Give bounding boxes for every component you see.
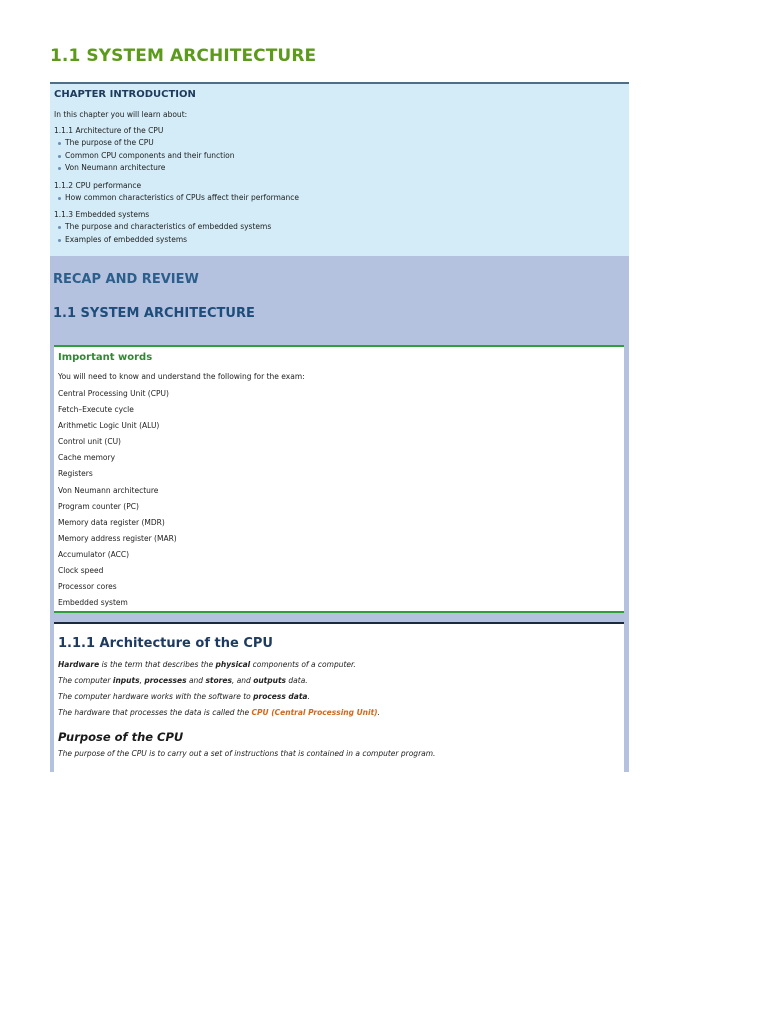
intro-section-cpu-performance	[54, 180, 629, 205]
emphasis-cpu-term: CPU (Central Processing Unit)	[251, 708, 378, 717]
line-text: ,	[139, 676, 145, 685]
line-text: The computer	[58, 676, 113, 685]
line-text: , and	[231, 676, 254, 685]
intro-bullet: Von Neumann architecture	[54, 162, 629, 175]
important-word-item: Central Processing Unit (CPU)	[58, 389, 169, 398]
important-word-item: Embedded system	[58, 598, 128, 608]
important-words-heading: Important words	[58, 352, 153, 363]
line-text: The computer hardware works with the software to	[58, 692, 254, 701]
important-words-list	[58, 386, 624, 611]
cpu-architecture-section	[54, 622, 624, 772]
intro-bullet-list	[54, 192, 629, 205]
emphasis-processes: processes	[144, 676, 187, 685]
line-text: and	[186, 676, 206, 685]
important-word-item: Program counter (PC)	[58, 501, 139, 511]
emphasis-physical: physical	[215, 660, 251, 669]
intro-section-embedded-systems	[54, 209, 629, 246]
recap-and-review-block	[50, 256, 629, 772]
important-word-item: Clock speed	[58, 566, 104, 576]
purpose-of-cpu-heading: Purpose of the CPU	[58, 730, 184, 744]
hardware-definition-line	[58, 657, 624, 673]
intro-lead-text: In this chapter you will learn about:	[54, 110, 188, 119]
purpose-of-cpu-text: The purpose of the CPU is to carry out a set of instructions that is contained in a computer program.	[58, 749, 436, 758]
emphasis-inputs: inputs	[112, 676, 140, 685]
line-text: .	[377, 708, 380, 717]
important-words-lead: You will need to know and understand the following for the exam:	[58, 372, 305, 381]
intro-bullet: The purpose and characteristics of embedded systems	[54, 221, 629, 234]
emphasis-outputs: outputs	[253, 676, 287, 685]
intro-section-title: 1.1.3 Embedded systems	[54, 210, 150, 219]
important-word-item: Memory data register (MDR)	[58, 517, 165, 527]
hardware-software-line	[58, 689, 624, 705]
intro-bullet: Common CPU components and their function	[54, 150, 629, 163]
line-text: data.	[286, 676, 308, 685]
important-word-item: Control unit (CU)	[58, 437, 121, 447]
computer-functions-line	[58, 673, 624, 689]
intro-bullet: The purpose of the CPU	[54, 137, 629, 150]
intro-bullet: How common characteristics of CPUs affect their performance	[54, 192, 629, 205]
important-word-item: Fetch–Execute cycle	[58, 405, 134, 415]
important-words-box	[54, 345, 624, 613]
important-word-item: Von Neumann architecture	[58, 485, 159, 495]
intro-section-title: 1.1.2 CPU performance	[54, 180, 142, 190]
line-text: is the term that describes the	[99, 660, 216, 669]
recap-heading: RECAP AND REVIEW	[53, 272, 199, 287]
emphasis-hardware: Hardware	[58, 660, 100, 669]
chapter-introduction-box	[50, 82, 629, 256]
emphasis-process-data: process data	[253, 692, 308, 701]
line-text: .	[307, 692, 310, 701]
recap-subheading: 1.1 SYSTEM ARCHITECTURE	[53, 306, 255, 321]
intro-bullet-list	[54, 137, 629, 175]
cpu-architecture-heading: 1.1.1 Architecture of the CPU	[58, 636, 273, 651]
important-word-item: Arithmetic Logic Unit (ALU)	[58, 421, 160, 431]
important-word-item: Processor cores	[58, 582, 117, 592]
intro-bullet-list	[54, 221, 629, 246]
intro-bullet: Examples of embedded systems	[54, 234, 629, 247]
page-title: 1.1 SYSTEM ARCHITECTURE	[50, 46, 317, 66]
intro-section-cpu-architecture	[54, 125, 629, 175]
line-text: components of a computer.	[250, 660, 356, 669]
chapter-introduction-heading: CHAPTER INTRODUCTION	[54, 89, 196, 100]
important-word-item: Registers	[58, 469, 93, 479]
important-word-item: Memory address register (MAR)	[58, 533, 177, 543]
important-word-item: Accumulator (ACC)	[58, 549, 130, 559]
emphasis-stores: stores	[205, 676, 232, 685]
intro-section-title: 1.1.1 Architecture of the CPU	[54, 126, 164, 135]
important-word-item: Cache memory	[58, 453, 116, 463]
line-text: The hardware that processes the data is called the	[58, 708, 252, 717]
cpu-definition-line	[58, 705, 624, 721]
cpu-architecture-paragraphs	[58, 657, 624, 721]
